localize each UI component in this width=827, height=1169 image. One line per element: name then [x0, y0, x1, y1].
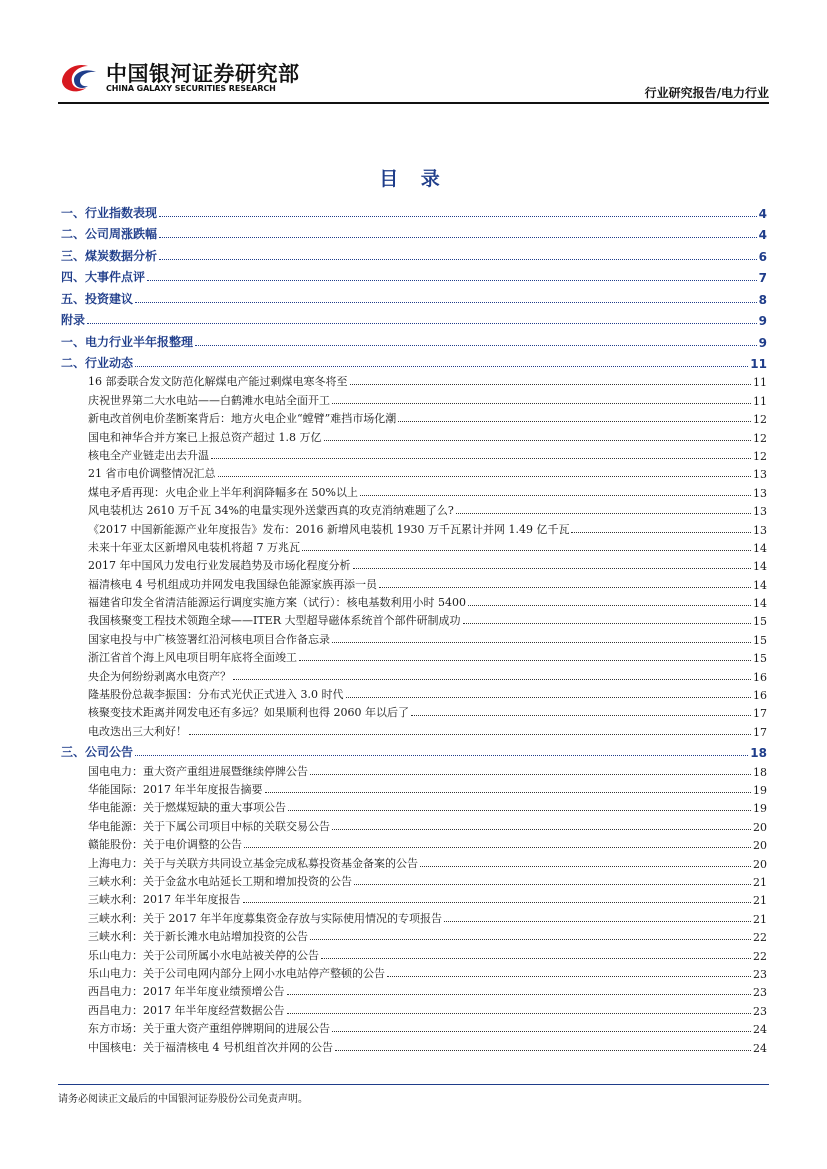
toc-page-number: 4 [758, 228, 767, 242]
toc-subentry[interactable] [61, 907, 767, 925]
toc-entry-label: 华电能源：关于下属公司项目中标的关联交易公告 [88, 819, 330, 833]
toc-dot-leader [287, 1013, 752, 1014]
toc-page-number: 19 [753, 802, 767, 816]
toc-dot-leader [353, 568, 752, 569]
toc-dot-leader [147, 280, 757, 281]
toc-subentry[interactable] [61, 999, 767, 1017]
toc-dot-leader [324, 440, 752, 441]
toc-dot-leader [456, 513, 751, 514]
toc-page-number: 23 [753, 986, 767, 1000]
toc-page-number: 14 [753, 541, 767, 555]
toc-entry-label: 煤电矛盾再现：火电企业上半年利润降幅多在 50%以上 [88, 485, 358, 499]
toc-dot-leader [571, 532, 751, 533]
toc-entry-label: 三峡水利：关于 2017 年半年度募集资金存放与实际使用情况的专项报告 [88, 911, 442, 925]
toc-page-number: 9 [758, 335, 767, 350]
toc-entry-label: 中国核电：关于福清核电 4 号机组首次并网的公告 [88, 1040, 333, 1054]
toc-dot-leader [332, 1031, 751, 1032]
footer-divider [58, 1084, 769, 1085]
toc-subentry[interactable] [61, 720, 767, 738]
toc-dot-leader [159, 237, 757, 238]
toc-entry-label: 16 部委联合发文防范化解煤电产能过剩煤电寒冬将至 [88, 375, 348, 389]
toc-page-number: 17 [753, 707, 767, 721]
toc-entry-label: 《2017 中国新能源产业年度报告》发布：2016 新增风电装机 1930 万千瓦累计并网 1.49 亿千瓦 [88, 522, 570, 536]
toc-page-number: 14 [753, 578, 767, 592]
toc-subentry[interactable] [61, 944, 767, 962]
toc-page-number: 8 [758, 292, 767, 307]
toc-page-number: 17 [753, 725, 767, 739]
toc-page-number: 21 [753, 876, 767, 890]
toc-subentry[interactable] [61, 463, 767, 481]
toc-dot-leader [159, 216, 757, 217]
toc-entry-label: 华电能源：关于燃煤短缺的重大事项公告 [88, 801, 286, 815]
toc-entry-label: 三、公司公告 [61, 745, 134, 760]
toc-subentry[interactable] [61, 555, 767, 573]
toc-dot-leader [420, 866, 751, 867]
toc-section[interactable] [61, 328, 767, 350]
toc-entry-label: 三峡水利：关于新长滩水电站增加投资的公告 [88, 930, 308, 944]
toc-subentry[interactable] [61, 760, 767, 778]
toc-subentry[interactable] [61, 779, 767, 797]
toc-entry-label: 隆基股份总裁李振国：分布式光伏正式进入 3.0 时代 [88, 688, 344, 702]
toc-entry-label: 2017 年中国风力发电行业发展趋势及市场化程度分析 [88, 559, 351, 573]
toc-subentry[interactable] [61, 371, 767, 389]
toc-dot-leader [244, 847, 751, 848]
logo-english-name: CHINA GALAXY SECURITIES RESEARCH [106, 84, 276, 93]
toc-dot-leader [411, 715, 751, 716]
toc-section[interactable] [61, 739, 767, 761]
toc-page-number: 20 [753, 839, 767, 853]
toc-dot-leader [302, 550, 751, 551]
toc-subentry[interactable] [61, 537, 767, 555]
toc-entry-label: 二、行业动态 [61, 356, 134, 370]
toc-dot-leader [87, 323, 757, 324]
toc-dot-leader [468, 605, 751, 606]
toc-dot-leader [332, 829, 751, 830]
report-type: 行业研究报告/电力行业 [644, 86, 769, 100]
toc-dot-leader [360, 495, 751, 496]
toc-dot-leader [354, 884, 751, 885]
toc-page-number: 20 [753, 820, 767, 834]
toc-page-number: 15 [753, 615, 767, 629]
toc-dot-leader [287, 994, 752, 995]
toc-dot-leader [159, 259, 757, 260]
toc-subentry[interactable] [61, 684, 767, 702]
toc-subentry[interactable] [61, 1018, 767, 1036]
toc-section[interactable] [61, 285, 767, 307]
toc-subentry[interactable] [61, 665, 767, 683]
toc-page-number: 24 [753, 1041, 767, 1055]
toc-entry-label: 二、公司周涨跌幅 [61, 227, 158, 241]
toc-page-number: 16 [753, 689, 767, 703]
toc-page-number: 11 [753, 376, 767, 390]
toc-entry-label: 国电电力：重大资产重组进展暨继续停牌公告 [88, 764, 308, 778]
toc-dot-leader [218, 476, 752, 477]
toc-subentry[interactable] [61, 647, 767, 665]
toc-dot-leader [288, 810, 751, 811]
toc-subentry[interactable] [61, 389, 767, 407]
toc-dot-leader [444, 921, 751, 922]
header-divider [58, 102, 769, 104]
toc-entry-label: 核电全产业链走出去升温 [88, 448, 209, 462]
toc-dot-leader [335, 1050, 751, 1051]
toc-dot-leader [310, 939, 751, 940]
toc-dot-leader [135, 366, 748, 367]
toc-dot-leader [310, 774, 751, 775]
toc-entry-label: 庆祝世界第二大水电站——白鹤滩水电站全面开工 [88, 393, 330, 407]
toc-entry-label: 三、煤炭数据分析 [61, 248, 158, 263]
toc-page-number: 13 [753, 486, 767, 500]
toc-subentry[interactable] [61, 628, 767, 646]
toc-entry-label: 乐山电力：关于公司电网内部分上网小水电站停产整顿的公告 [88, 967, 385, 980]
toc-section[interactable] [61, 264, 767, 286]
toc-entry-label: 我国核聚变工程技术领跑全球——ITER 大型超导磁体系统首个部件研制成功 [88, 614, 461, 628]
toc-dot-leader [332, 642, 751, 643]
toc-dot-leader [321, 958, 751, 959]
toc-page-number: 11 [750, 357, 767, 371]
toc-page-number: 7 [758, 271, 767, 285]
toc-dot-leader [195, 345, 757, 346]
toc-subentry[interactable] [61, 426, 767, 444]
toc-page-number: 4 [758, 206, 767, 221]
toc-entry-label: 三峡水利：2017 年半年度报告 [88, 893, 241, 907]
toc-entry-label: 国家电投与中广核签署红沿河核电项目合作备忘录 [88, 632, 330, 646]
toc-page-number: 12 [753, 413, 767, 427]
toc-entry-label: 央企为何纷纷剥离水电资产？ [88, 669, 231, 683]
toc-subentry[interactable] [61, 963, 767, 981]
toc-page-number: 23 [753, 968, 767, 981]
toc-dot-leader [463, 623, 752, 624]
toc-page-number: 13 [753, 523, 767, 537]
logo-chinese-name: 中国银河证券研究部 [106, 62, 300, 86]
toc-entry-label: 乐山电力：关于公司所属小水电站被关停的公告 [88, 948, 319, 962]
toc-dot-leader [135, 302, 757, 303]
toc-entry-label: 西昌电力：2017 年半年度业绩预增公告 [88, 985, 285, 999]
toc-entry-label: 上海电力：关于与关联方共同设立基金完成私募投资基金备案的公告 [88, 856, 418, 870]
toc-entry-label: 未来十年亚太区新增风电装机将超 7 万兆瓦 [88, 540, 300, 554]
toc-page-number: 21 [753, 894, 767, 908]
toc-dot-leader [265, 792, 752, 793]
toc-subentry[interactable] [61, 573, 767, 591]
toc-subentry[interactable] [61, 926, 767, 944]
toc-dot-leader [332, 403, 751, 404]
toc-dot-leader [135, 755, 748, 756]
toc-entry-label: 一、行业指数表现 [61, 205, 158, 220]
toc-page-number: 15 [753, 633, 767, 647]
toc-page-number: 18 [753, 765, 767, 779]
toc-entry-label: 华能国际：2017 年半年度报告摘要 [88, 783, 263, 797]
toc-subentry[interactable] [61, 981, 767, 999]
toc-page-number: 24 [753, 1023, 767, 1037]
footer-disclaimer: 请务必阅读正文最后的中国银河证券股份公司免责声明。 [58, 1094, 308, 1105]
toc-entry-label: 核聚变技术距离并网发电还有多远？如果顺利也得 2060 年以后了 [88, 706, 409, 720]
toc-subentry[interactable] [61, 702, 767, 720]
galaxy-logo-icon [58, 60, 100, 96]
toc-entry-label: 五、投资建议 [61, 291, 134, 306]
toc-section[interactable] [61, 199, 767, 221]
toc-page-number: 12 [753, 431, 767, 445]
toc-subentry[interactable] [61, 481, 767, 499]
toc-subentry[interactable] [61, 852, 767, 870]
toc-dot-leader [233, 679, 751, 680]
toc-section[interactable] [61, 221, 767, 243]
toc-page-number: 9 [758, 314, 767, 328]
toc-entry-label: 福建省印发全省清洁能源运行调度实施方案（试行）：核电基数利用小时 5400 [88, 596, 466, 610]
toc-entry-label: 浙江省首个海上风电项目明年底将全面竣工 [88, 651, 297, 665]
toc-dot-leader [299, 660, 751, 661]
toc-entry-label: 三峡水利：关于金盆水电站延长工期和增加投资的公告 [88, 875, 352, 889]
toc-page-number: 11 [753, 394, 767, 408]
toc-subentry[interactable] [61, 518, 767, 536]
toc-subentry[interactable] [61, 408, 767, 426]
toc-entry-label: 电改迭出三大利好！ [88, 724, 187, 738]
toc-page-number: 19 [753, 784, 767, 798]
toc-entry-label: 福清核电 4 号机组成功并网发电我国绿色能源家族再添一员 [88, 577, 377, 591]
toc-subentry[interactable] [61, 871, 767, 889]
toc-entry-label: 国电和神华合并方案已上报总资产超过 1.8 万亿 [88, 430, 322, 444]
toc-page-number: 14 [753, 597, 767, 611]
toc-dot-leader [243, 902, 752, 903]
toc-page-number: 22 [753, 931, 767, 945]
toc-dot-leader [379, 587, 751, 588]
toc-subentry[interactable] [61, 1036, 767, 1054]
company-logo [58, 58, 323, 98]
toc-entry-label: 一、电力行业半年报整理 [61, 334, 194, 349]
toc-section[interactable] [61, 350, 767, 372]
toc-page-number: 21 [753, 912, 767, 926]
toc-dot-leader [350, 384, 752, 385]
toc-subentry[interactable] [61, 592, 767, 610]
toc-subentry[interactable] [61, 610, 767, 628]
toc-subentry[interactable] [61, 500, 767, 518]
toc-subentry[interactable] [61, 889, 767, 907]
toc-dot-leader [387, 976, 751, 977]
toc-page-number: 14 [753, 560, 767, 574]
toc-entry-label: 风电装机达 2610 万千瓦 34%的电量实现外送蒙西真的攻克消纳难题了么? [88, 504, 454, 518]
table-of-contents [61, 199, 767, 1055]
toc-page-number: 20 [753, 857, 767, 871]
toc-dot-leader [211, 458, 751, 459]
toc-subentry[interactable] [61, 815, 767, 833]
toc-dot-leader [398, 421, 751, 422]
toc-section[interactable] [61, 307, 767, 329]
toc-dot-leader [189, 734, 751, 735]
toc-subentry[interactable] [61, 834, 767, 852]
toc-page-number: 23 [753, 1004, 767, 1018]
toc-subentry[interactable] [61, 445, 767, 463]
toc-entry-label: 赣能股份：关于电价调整的公告 [88, 838, 242, 852]
toc-dot-leader [346, 697, 752, 698]
toc-subentry[interactable] [61, 797, 767, 815]
toc-entry-label: 附录 [61, 313, 86, 327]
toc-page-number: 15 [753, 652, 767, 666]
toc-page-number: 13 [753, 468, 767, 482]
toc-entry-label: 东方市场：关于重大资产重组停牌期间的进展公告 [88, 1022, 330, 1036]
toc-page-number: 12 [753, 449, 767, 463]
toc-page-number: 22 [753, 949, 767, 963]
toc-page-number: 6 [758, 249, 767, 264]
toc-entry-label: 西昌电力：2017 年半年度经营数据公告 [88, 1003, 285, 1017]
toc-entry-label: 21 省市电价调整情况汇总 [88, 467, 216, 481]
toc-entry-label: 新电改首例电价垄断案背后：地方火电企业“螳臂”难挡市场化潮 [88, 412, 397, 426]
toc-page-number: 18 [750, 746, 767, 761]
toc-page-number: 13 [753, 505, 767, 519]
toc-title: 目 录 [379, 168, 448, 190]
toc-entry-label: 四、大事件点评 [61, 270, 146, 284]
toc-section[interactable] [61, 242, 767, 264]
toc-page-number: 16 [753, 670, 767, 684]
